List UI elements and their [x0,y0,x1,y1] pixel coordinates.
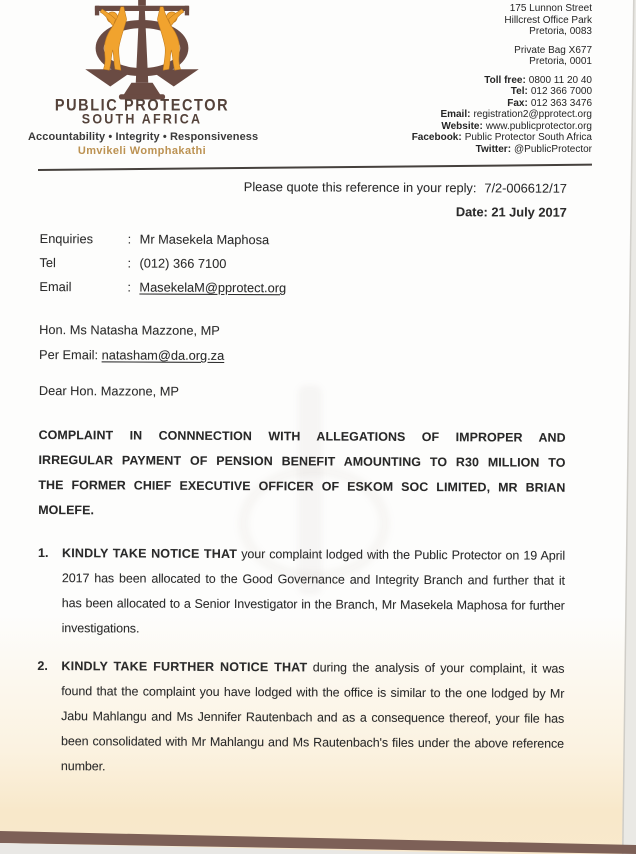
paragraph-lead: KINDLY TAKE FURTHER NOTICE THAT [61,659,308,675]
separator: : [127,231,132,247]
paragraph-2 [37,654,565,782]
contact-label: Toll free: [484,74,526,86]
reference-label: Please quote this reference in your reply: [243,179,477,196]
contact-website [412,121,592,133]
contact-label: Facebook: [411,132,462,143]
email-value: MasekelaM@pprotect.org [139,279,287,296]
paragraph-lead: KINDLY TAKE NOTICE THAT [61,546,238,562]
org-name-line1: PUBLIC PROTECTOR [54,96,230,115]
postal-line: Pretoria, 0001 [529,56,592,67]
letterhead [0,0,636,170]
reference-number: 7/2-006612/17 [484,180,567,196]
paragraph-1 [38,541,566,644]
contact-label: Tel: [510,86,528,97]
contact-label: Website: [441,120,483,132]
paragraph-number: 2. [37,658,48,674]
recipient-email: natasham@da.org.za [101,347,225,363]
contact-label: Fax: [507,97,528,109]
logo-block [28,0,259,157]
salutation: Dear Hon. Mazzone, MP [38,382,180,399]
contact-facebook [412,132,592,144]
paragraph-number: 1. [37,545,49,561]
contact-label: Email: [440,109,471,120]
contact-value: 0800 11 20 40 [528,74,592,86]
contact-value: www.publicprotector.org [485,120,592,132]
postal-line: Private Bag X677 [514,44,592,56]
contact-value: 012 363 3476 [530,97,592,109]
email-label: Email [39,278,72,295]
contact-value: registration2@pprotect.org [473,109,592,120]
contact-twitter [412,144,592,156]
enquiries-row [40,227,567,254]
per-email-label: Per Email: [39,346,99,363]
tel-label: Tel [39,254,56,271]
separator: : [127,279,132,295]
address-line: Hillcrest Office Park [504,14,592,26]
contact-value: @PublicProtector [514,143,592,155]
letterhead-divider [38,164,592,171]
recipient-name: Hon. Ms Natasha Mazzone, MP [39,321,220,338]
tel-value: (012) 366 7100 [139,255,227,271]
contact-value: 012 366 7000 [530,86,592,97]
contact-tel [412,86,592,98]
org-tagline-zulu: Umvikeli Womphakathi [77,145,207,157]
recipient-block [39,317,566,370]
email-row [39,275,566,302]
separator: : [127,255,132,271]
contact-value: Public Protector South Africa [464,132,592,143]
scanner-background [618,0,636,854]
reference-line [40,178,567,197]
contact-tollfree [412,75,592,87]
scales-of-justice-logo-icon [77,0,207,100]
contact-label: Twitter: [475,143,512,155]
date-line [40,202,567,221]
subject-heading: COMPLAINT IN CONNNECTION WITH ALLEGATIONS OF IMPROPER AND IRREGULAR PAYMENT OF PENSION BENEFIT AMOUNTING TO R30 MILLION TO THE FORMER CHIEF EXECUTIVE OFFICER OF ESKOM SOC LIMITED, MR BRIAN MOLEFE. [38,427,566,518]
letter-body [37,178,567,782]
enquiries-block [39,227,566,302]
paragraph-body: during the analysis of your complaint, it was found that the complaint you have lodged with the office is similar to the one lodged by Mr Jabu Mahlangu and Ms Jennifer Rautenbach and as a consequence thereof, your file has been consolidated with Mr Mahlangu and Ms Rautenbach's files under the above reference number. [60,660,565,774]
paragraph-text [61,654,565,782]
paper-edge [618,0,636,854]
scan-footer-band [0,829,636,854]
recipient-email-line [39,342,566,370]
date-label: Date: [455,204,488,220]
contact-block [412,3,592,155]
address-line: 175 Lunnon Street [509,3,592,14]
paragraph-body: your complaint lodged with the Public Protector on 19 April 2017 has been allocated to the Good Governance and Integrity Branch and further that it has been allocated to a Senior Investigator in the Branch, Mr Masekela Maphosa for further investigations. [61,547,566,636]
contact-fax [412,98,592,110]
enquiries-label: Enquiries [39,230,94,247]
contact-email [412,109,592,121]
enquiries-value: Mr Masekela Maphosa [139,231,270,248]
date-value: 21 July 2017 [491,204,567,220]
paragraph-text [62,541,566,644]
tel-row [39,251,566,278]
address-line: Pretoria, 0083 [529,26,592,37]
org-name-line2: SOUTH AFRICA [81,111,203,127]
org-tagline: Accountability • Integrity • Responsiveness [28,131,259,143]
